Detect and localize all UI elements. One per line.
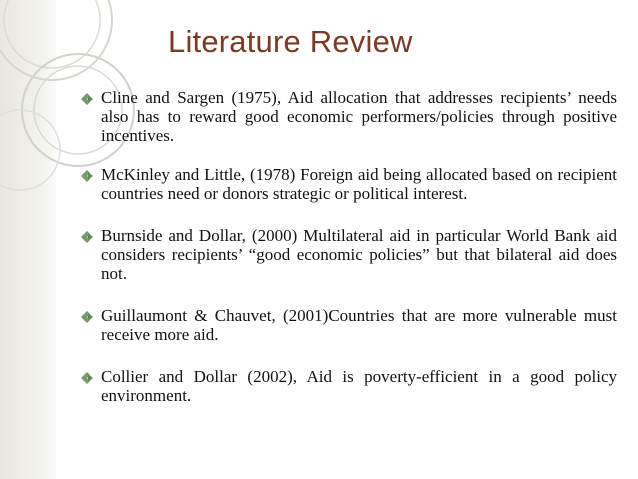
diamond-arrow-bullet-icon [80,169,94,183]
list-item [79,306,617,344]
bullet-text: Burnside and Dollar, (2000) Multilateral aid in particular World Bank aid considers recipients’ “good economic policies” but that bilateral aid does not. [101,226,617,283]
diamond-arrow-bullet-icon [80,310,94,324]
bullet-text: McKinley and Little, (1978) Foreign aid being allocated based on recipient countries need or donors strategic or political interest. [101,165,617,203]
bullet-text: Cline and Sargen (1975), Aid allocation that addresses recipients’ needs also has to reward good economic performers/policies through positive incentives. [101,88,617,145]
diamond-arrow-bullet-icon [80,230,94,244]
list-item [79,226,617,283]
list-item [79,88,617,145]
bullet-text: Collier and Dollar (2002), Aid is poverty-efficient in a good policy environment. [101,367,617,405]
diamond-arrow-bullet-icon [80,92,94,106]
diamond-arrow-bullet-icon [80,371,94,385]
slide-title: Literature Review [168,24,413,59]
bullet-list [79,88,617,428]
list-item [79,367,617,405]
list-item [79,165,617,203]
bullet-text: Guillaumont & Chauvet, (2001)Countries that are more vulnerable must receive more aid. [101,306,617,344]
